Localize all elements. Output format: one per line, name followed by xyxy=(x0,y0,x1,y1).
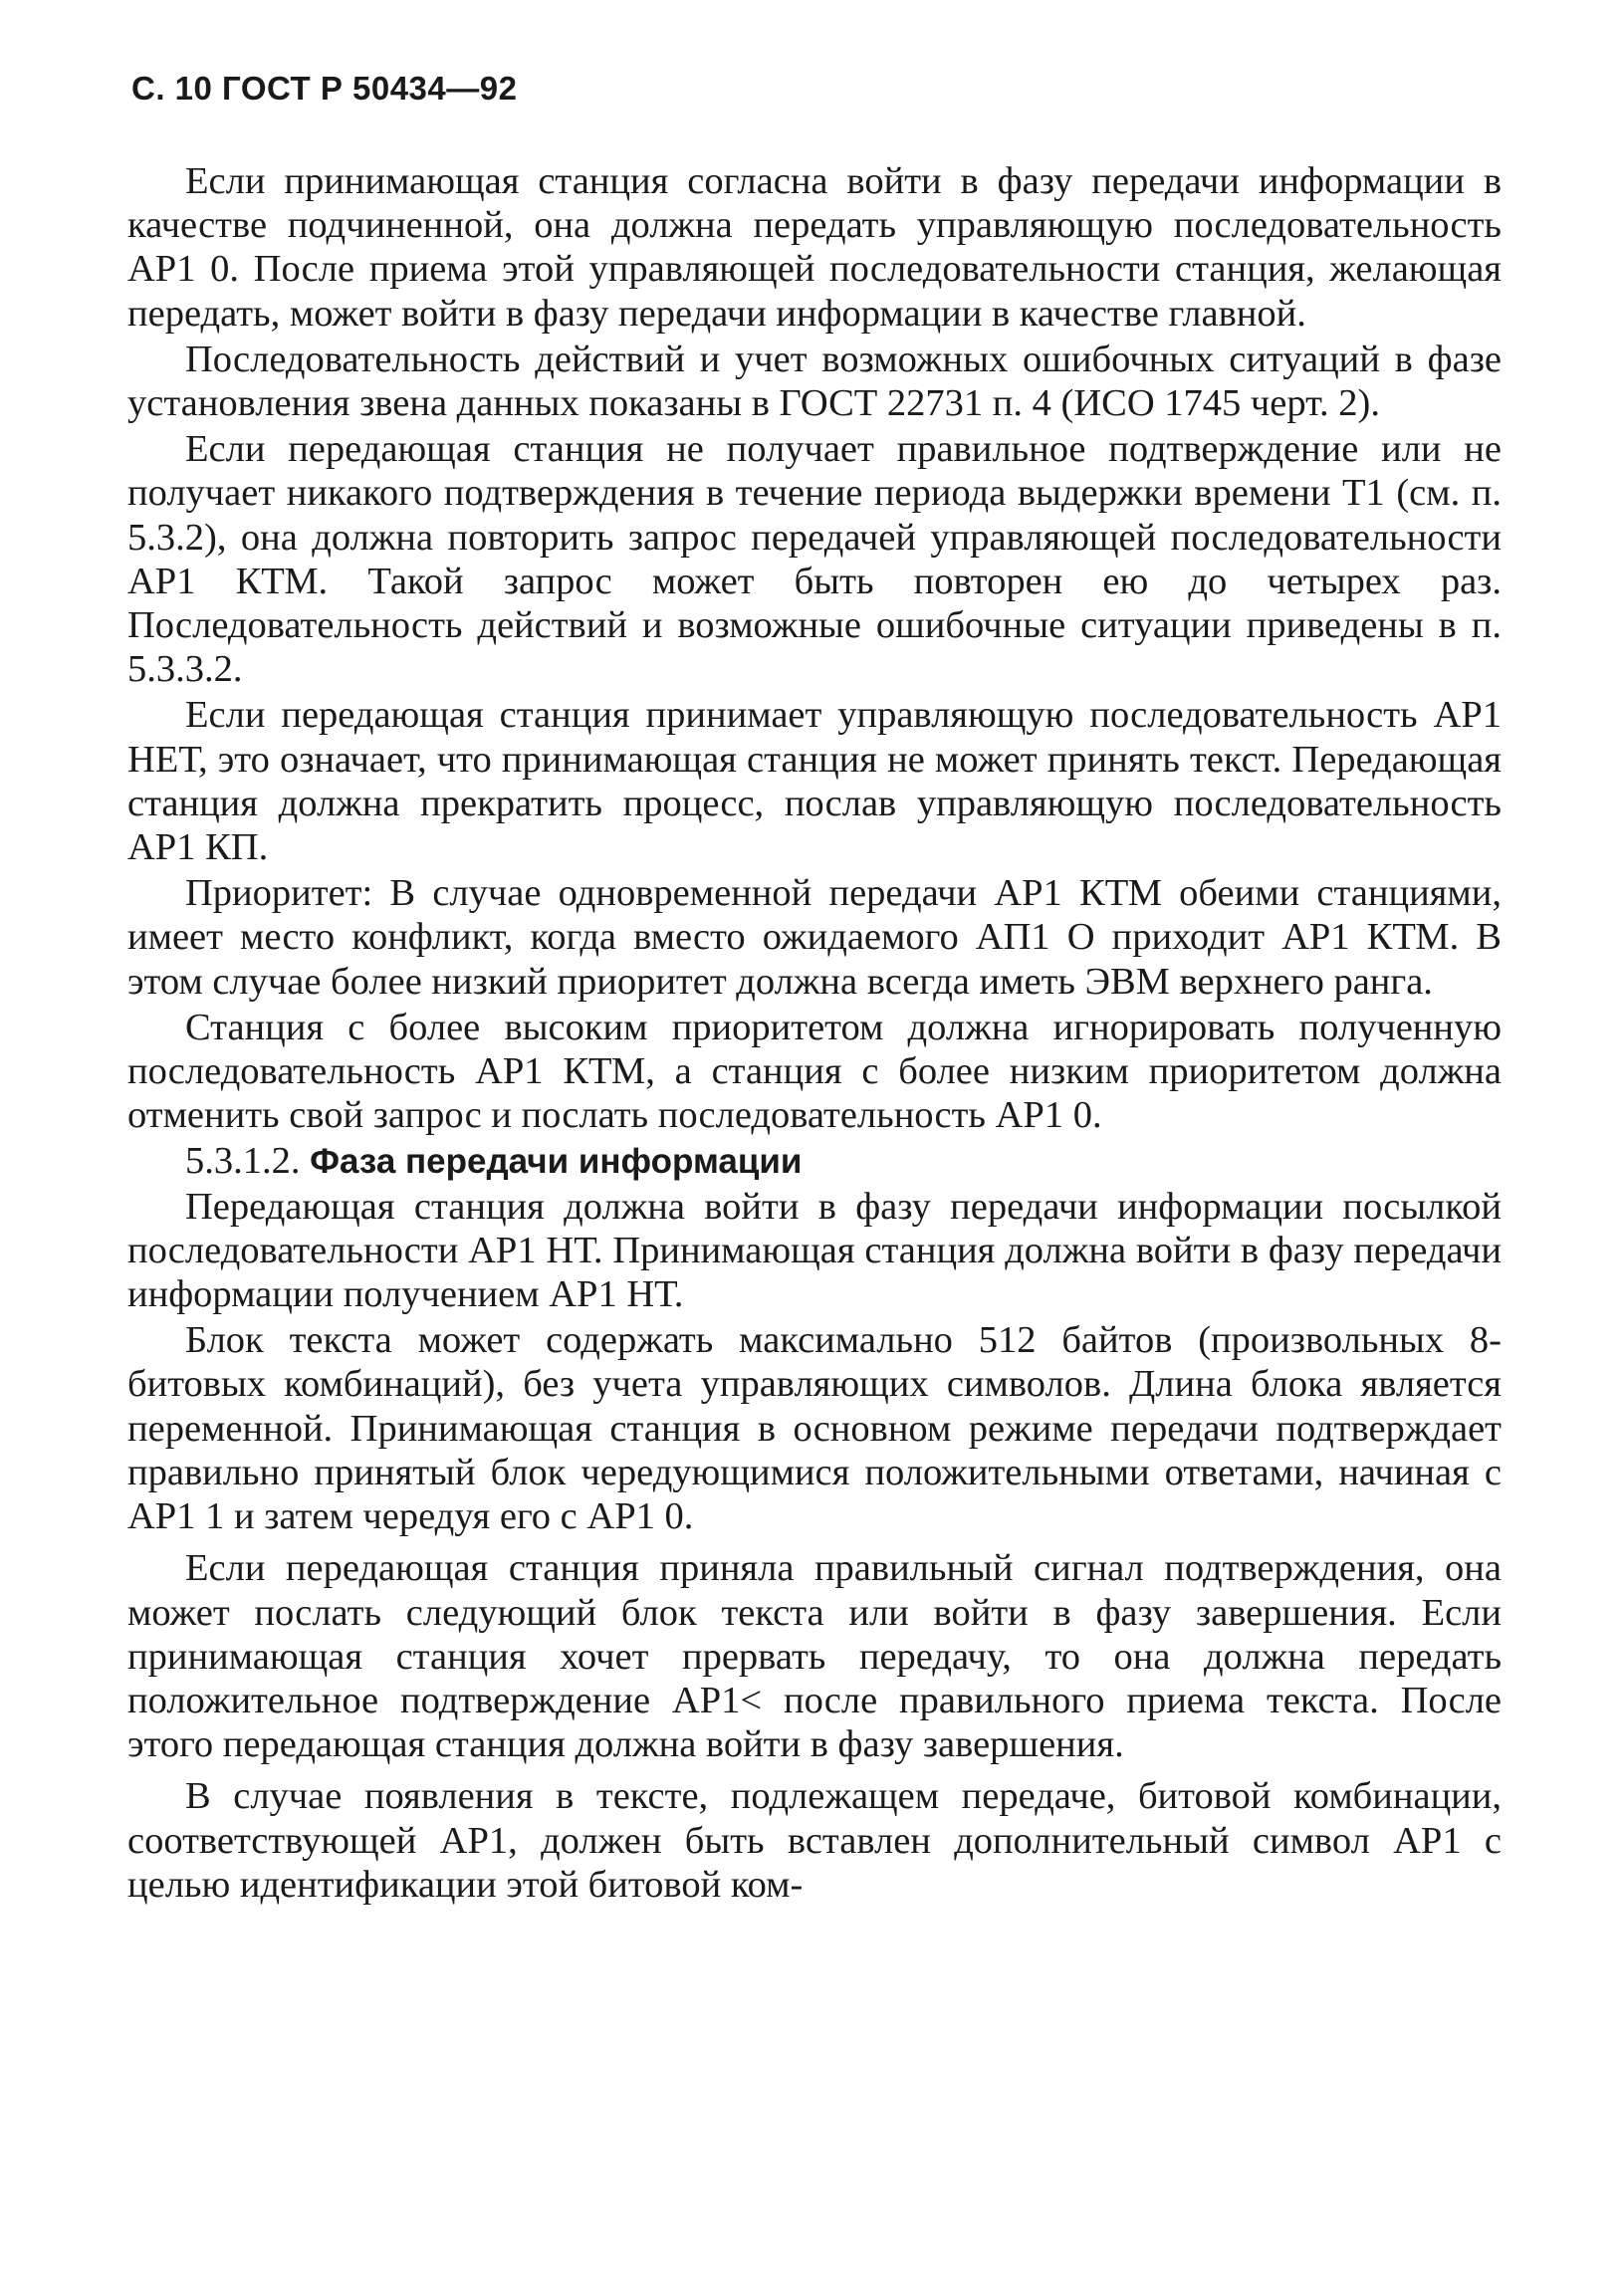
paragraph-8: Передающая станция должна войти в фазу передачи информации посылкой последовательности АР1 НТ. Принимающая станция должна войти в фазу передачи информации получением АР1 НТ. xyxy=(127,1185,1502,1316)
paragraph-5: Приоритет: В случае одновременной передачи АР1 КТМ обеими станциями, имеет место конфликт, когда вместо ожидаемого АП1 О приходит АР1 КТМ. В этом случае более низкий приоритет должна всегда иметь ЭВМ верхнего ранга. xyxy=(127,872,1502,1003)
paragraph-4: Если передающая станция принимает управляющую последовательность АР1 НЕТ, это означает, что принимающая станция не может принять текст. Передающая станция должна прекратить процесс, послав управляющую последовательность АР1 КП. xyxy=(127,694,1502,869)
section-number: 5.3.1.2. xyxy=(185,1140,301,1183)
document-body xyxy=(127,159,1502,1907)
paragraph-2: Последовательность действий и учет возможных ошибочных ситуаций в фазе установления звена данных показаны в ГОСТ 22731 п. 4 (ИСО 1745 черт. 2). xyxy=(127,338,1502,425)
paragraph-3: Если передающая станция не получает правильное подтверждение или не получает никакого подтверждения в течение периода выдержки времени Т1 (см. п. 5.3.2), она должна повторить запрос передачей управляющей последовательности АР1 КТМ. Такой запрос может быть повторен ею до четырех раз. Последовательность действий и возможные ошибочные ситуации приведены в п. 5.3.3.2. xyxy=(127,428,1502,691)
paragraph-1: Если принимающая станция согласна войти в фазу передачи информации в качестве подчиненной, она должна передать управляющую последовательность АР1 0. После приема этой управляющей последовательности станция, желающая передать, может войти в фазу передачи информации в качестве главной. xyxy=(127,160,1502,335)
paragraph-11: В случае появления в тексте, подлежащем передаче, битовой комбинации, соответствующей АР1, должен быть вставлен дополнительный символ АР1 с целью идентификации этой битовой ком- xyxy=(127,1775,1502,1906)
paragraph-6: Станция с более высоким приоритетом должна игнорировать полученную последовательность АР1 КТМ, а станция с более низким приоритетом должна отменить свой запрос и послать последовательность АР1 0. xyxy=(127,1006,1502,1137)
section-title: Фаза передачи информации xyxy=(310,1142,803,1182)
paragraph-9: Блок текста может содержать максимально 512 байтов (произвольных 8-битовых комбинаций), без учета управляющих символов. Длина блока является переменной. Принимающая станция в основном режиме передачи подтверждает правильно принятый блок чередующимися положительными ответами, начиная с АР1 1 и затем чередуя его с АР1 0. xyxy=(127,1319,1502,1538)
section-heading xyxy=(127,1139,1502,1184)
paragraph-10: Если передающая станция приняла правильный сигнал подтверждения, она может послать следующий блок текста или войти в фазу завершения. Если принимающая станция хочет прервать передачу, то она должна передать положительное подтверждение АР1< после правильного приема текста. После этого передающая станция должна войти в фазу завершения. xyxy=(127,1547,1502,1766)
page-header: С. 10 ГОСТ Р 50434—92 xyxy=(131,70,518,107)
